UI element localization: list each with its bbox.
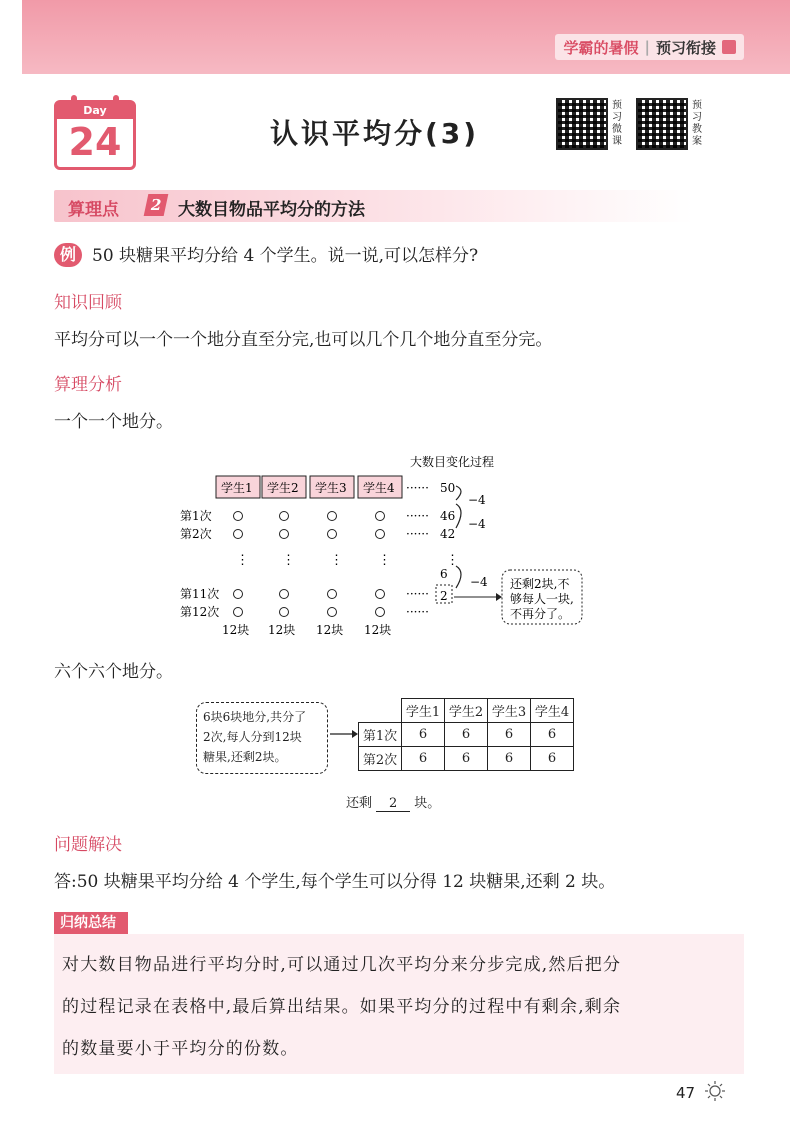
totals-row [222, 622, 391, 637]
note-line: 还剩2块,不 [510, 577, 570, 591]
student-header-label: 学生1 [221, 481, 253, 495]
summary-tag: 归纳总结 [54, 912, 128, 934]
header-section-name: 预习衔接 [655, 38, 716, 57]
minus-label: −4 [468, 517, 486, 531]
table-row [359, 747, 574, 771]
table-cell: 6 [445, 723, 488, 747]
total-label: 12块 [222, 623, 250, 637]
vertical-dots: ⋮ [330, 553, 343, 568]
vertical-dots: ⋮ [446, 553, 459, 568]
candy-icon [376, 590, 385, 599]
table-cell: 学生4 [531, 699, 574, 723]
vertical-dots: ⋮ [378, 553, 391, 568]
student-headers [216, 476, 429, 498]
method-two-heading: 六个六个地分。 [54, 662, 173, 682]
remaining-value: 46 [440, 509, 456, 523]
solution-text: 答:50 块糖果平均分给 4 个学生,每个学生可以分得 12 块糖果,还剩 2 块。 [54, 872, 616, 892]
table-header-row [359, 699, 574, 723]
round-label: 第12次 [180, 605, 220, 619]
distribution-diagram [180, 448, 600, 637]
candy-icon [376, 608, 385, 617]
remaining-value: 6 [440, 567, 448, 581]
review-text: 平均分可以一个一个地分直至分完,也可以几个几个地分直至分完。 [54, 330, 553, 350]
note-line: 2次,每人分到12块 [203, 730, 302, 744]
table-cell: 6 [402, 723, 445, 747]
student-header-label: 学生2 [267, 481, 299, 495]
minus-label: −4 [470, 575, 488, 589]
table-cell: 6 [531, 747, 574, 771]
minus-label: −4 [468, 493, 486, 507]
table-row [359, 723, 574, 747]
table-cell: 6 [531, 723, 574, 747]
summary-line: 的过程记录在表格中,最后算出结果。如果平均分的过程中有剩余,剩余 [62, 997, 622, 1017]
table-cell: 6 [488, 723, 531, 747]
header-book-name: 学霸的暑假 [563, 38, 639, 57]
candy-icon [376, 530, 385, 539]
candy-icon [280, 530, 289, 539]
table-cell: 学生3 [488, 699, 531, 723]
example-badge: 例 [54, 243, 82, 267]
day-badge [54, 100, 136, 170]
qr-code-icon[interactable] [556, 98, 608, 150]
day-number: 24 [68, 120, 122, 164]
candy-icon [376, 512, 385, 521]
table-cell [359, 699, 402, 723]
total-label: 12块 [364, 623, 392, 637]
brace-icon [456, 486, 461, 588]
header-separator: | [644, 38, 650, 56]
dots-label: ······ [406, 527, 429, 541]
candy-icon [328, 530, 337, 539]
student-header-label: 学生3 [315, 481, 347, 495]
value-column [440, 481, 455, 603]
arrow-head-icon [496, 593, 502, 601]
summary-line: 对大数目物品进行平均分时,可以通过几次平均分来分步完成,然后把分 [62, 955, 622, 975]
example-text: 50 块糖果平均分给 4 个学生。说一说,可以怎样分? [92, 246, 479, 266]
summary-box [54, 934, 744, 1074]
remainder-value: 2 [376, 796, 410, 812]
qr-label: 预习教案 [692, 100, 702, 147]
total-label: 12块 [268, 623, 296, 637]
section-title: 大数目物品平均分的方法 [178, 200, 365, 220]
note-line: 6块6块地分,共分了 [203, 710, 307, 724]
candy-icon [328, 590, 337, 599]
table-cell: 6 [402, 747, 445, 771]
remaining-value: 42 [440, 527, 456, 541]
sun-icon [702, 1080, 728, 1102]
total-label: 12块 [316, 623, 344, 637]
dots-label: ······ [406, 481, 429, 495]
page-number: 47 [676, 1084, 696, 1102]
review-heading: 知识回顾 [54, 293, 122, 313]
table-cell: 6 [488, 747, 531, 771]
note-line: 糖果,还剩2块。 [203, 750, 287, 764]
table-cell: 6 [445, 747, 488, 771]
dots-label: ······ [406, 587, 429, 601]
section-number: 2 [144, 194, 169, 216]
section-label: 算理点 [68, 200, 119, 220]
day-label: Day [57, 103, 133, 119]
student-header-label: 学生4 [363, 481, 395, 495]
round-label: 第11次 [180, 587, 220, 601]
arrow-icon [330, 728, 360, 740]
note-box [196, 702, 328, 774]
section-bar [54, 190, 694, 222]
candy-icon [234, 512, 243, 521]
process-title: 大数目变化过程 [410, 455, 495, 469]
summary-text [62, 944, 712, 1070]
candy-icon [280, 608, 289, 617]
qr-code-icon[interactable] [636, 98, 688, 150]
qr-label: 预习微课 [612, 100, 622, 147]
book-icon [722, 40, 736, 54]
round-label: 第2次 [180, 527, 212, 541]
distribution-table [358, 698, 574, 771]
table-cell: 第2次 [359, 747, 402, 771]
method-one-heading: 一个一个地分。 [54, 412, 173, 432]
candy-icon [328, 608, 337, 617]
analysis-heading: 算理分析 [54, 375, 122, 395]
candy-icon [280, 590, 289, 599]
candy-icon [328, 512, 337, 521]
remaining-value: 2 [440, 589, 448, 603]
header-label [555, 34, 744, 60]
round-rows [180, 508, 459, 619]
table-cell: 学生2 [445, 699, 488, 723]
vertical-dots: ⋮ [282, 553, 295, 568]
dots-label: ······ [406, 605, 429, 619]
table-cell: 学生1 [402, 699, 445, 723]
candy-icon [234, 530, 243, 539]
remainder-prefix: 还剩 [346, 796, 373, 811]
candy-icon [234, 590, 243, 599]
remainder-line [346, 792, 440, 812]
dots-label: ······ [406, 509, 429, 523]
remaining-value: 50 [440, 481, 456, 495]
summary-line: 的数量要小于平均分的份数。 [62, 1039, 299, 1059]
round-label: 第1次 [180, 509, 212, 523]
remainder-suffix: 块。 [414, 796, 441, 811]
candy-icon [234, 608, 243, 617]
table-cell: 第1次 [359, 723, 402, 747]
page-title: 认识平均分(3) [270, 117, 480, 150]
vertical-dots: ⋮ [236, 553, 249, 568]
solution-heading: 问题解决 [54, 835, 122, 855]
candy-icon [280, 512, 289, 521]
note-line: 不再分了。 [510, 607, 571, 621]
note-line: 够每人一块, [510, 592, 574, 606]
